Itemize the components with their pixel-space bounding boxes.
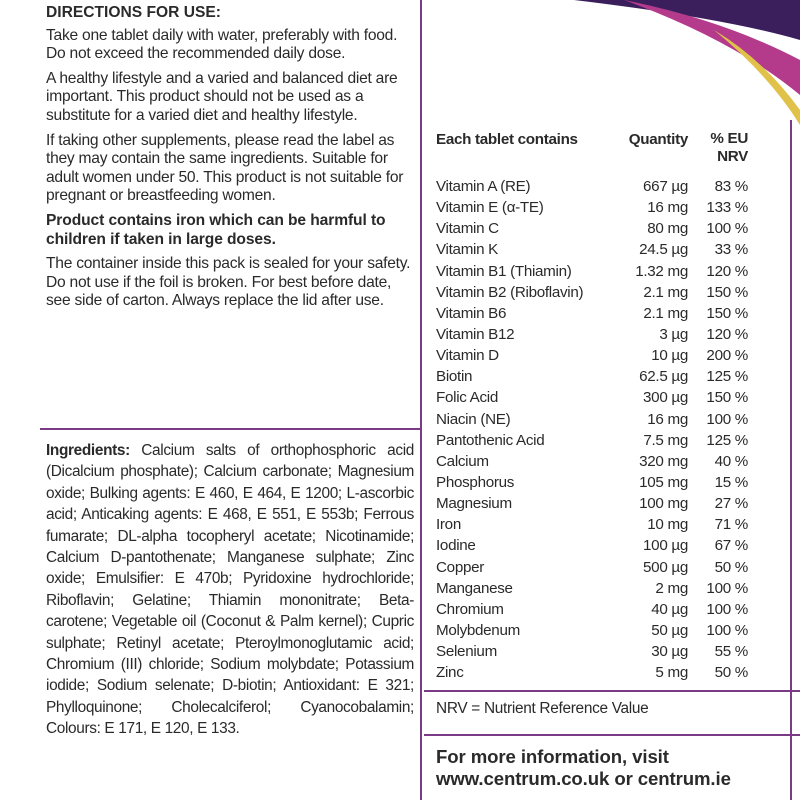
table-row bbox=[436, 387, 756, 408]
nutrient-name: Vitamin A (RE) bbox=[436, 178, 531, 195]
nutrient-name: Selenium bbox=[436, 643, 497, 661]
nutrient-nrv: 15 % bbox=[714, 473, 748, 491]
nutrient-name: Iron bbox=[436, 516, 461, 534]
nutrient-quantity: 500 µg bbox=[643, 558, 688, 576]
nutrient-name: Magnesium bbox=[436, 495, 512, 513]
table-row bbox=[436, 345, 756, 366]
nutrient-name: Zinc bbox=[436, 664, 464, 682]
nutrient-quantity: 62.5 µg bbox=[639, 368, 688, 386]
table-row bbox=[436, 620, 756, 641]
nutrient-name: Vitamin E (α-TE) bbox=[436, 199, 544, 217]
iron-warning: Product contains iron which can be harmful to children if taken in large doses. bbox=[46, 211, 386, 248]
nutrient-name: Phosphorus bbox=[436, 473, 515, 491]
table-divider bbox=[424, 690, 800, 692]
header-nutrient: Each tablet contains bbox=[436, 131, 578, 148]
table-row bbox=[436, 535, 756, 556]
table-row bbox=[436, 282, 756, 303]
left-column bbox=[40, 0, 422, 800]
nutrient-nrv: 100 % bbox=[706, 621, 748, 639]
nutrient-nrv: 50 % bbox=[714, 558, 748, 576]
table-row bbox=[436, 451, 756, 472]
directions-section bbox=[46, 4, 414, 317]
nutrient-quantity: 5 mg bbox=[655, 664, 688, 682]
nutrient-nrv: 40 % bbox=[714, 452, 748, 470]
table-row bbox=[436, 578, 756, 599]
nutrient-quantity: 1.32 mg bbox=[635, 262, 688, 280]
nrv-note: NRV = Nutrient Reference Value bbox=[436, 700, 649, 717]
nutrient-quantity: 16 mg bbox=[647, 199, 688, 217]
nutrient-nrv: 125 % bbox=[706, 431, 748, 449]
nutrient-nrv: 83 % bbox=[714, 178, 748, 195]
nutrient-quantity: 30 µg bbox=[651, 643, 688, 661]
table-row bbox=[436, 641, 756, 662]
nutrient-nrv: 125 % bbox=[706, 368, 748, 386]
more-info-line1: For more information, visit bbox=[436, 746, 669, 767]
directions-title: DIRECTIONS FOR USE: bbox=[46, 4, 222, 21]
table-row bbox=[436, 599, 756, 620]
table-row bbox=[436, 557, 756, 578]
ingredients-text: Calcium salts of orthophosphoric acid (Dicalcium phosphate); Calcium carbonate; Magnesium oxide; Bulking agents: E 460, E 464, E 1200; L-ascorbic acid; Anticaking agents: E 468, E 551, E 553b; Ferrous fumarate; DL-alpha tocopheryl acetate; Nicotinamide; Calcium D-pantothenate; Manganese sulphate; Zinc oxide; Emulsifier: E 470b; Pyridoxine hydrochloride; Riboflavin; Gelatine; Thiamin mononitrate; Beta-carotene; Vegetable oil (Coconut & Palm kernel); Cupric sulphate; Retinyl acetate; Pteroylmonoglutamic acid; Chromium (III) chloride; Sodium molybdate; Potassium iodide; Sodium selenate; D-biotin; Antioxidant: E 321; Phylloquinone; Cholecalciferol; Cyanocobalamin; Colours: E 171, E 120, E 133. bbox=[46, 442, 414, 738]
nutrient-name: Vitamin B2 (Riboflavin) bbox=[436, 283, 584, 301]
nutrient-nrv: 150 % bbox=[706, 283, 748, 301]
table-row bbox=[436, 409, 756, 430]
nutrient-quantity: 10 µg bbox=[651, 347, 688, 365]
nutrient-nrv: 150 % bbox=[706, 389, 748, 407]
nutrient-quantity: 7.5 mg bbox=[643, 431, 688, 449]
nutrient-name: Vitamin B1 (Thiamin) bbox=[436, 262, 572, 280]
directions-paragraph-lifestyle: A healthy lifestyle and a varied and balanced diet are important. This product should not be used as a substitute for a varied diet and healthy lifestyle. bbox=[46, 69, 398, 124]
info-divider bbox=[424, 734, 800, 736]
nutrient-nrv: 50 % bbox=[714, 664, 748, 682]
right-border-line bbox=[790, 120, 792, 800]
nutrient-nrv: 100 % bbox=[706, 220, 748, 238]
nutrient-quantity: 2.1 mg bbox=[643, 283, 688, 301]
nutrient-quantity: 100 µg bbox=[643, 537, 688, 555]
nutrient-nrv: 100 % bbox=[706, 410, 748, 428]
nutrient-nrv: 27 % bbox=[714, 495, 748, 513]
right-column bbox=[424, 0, 800, 800]
directions-paragraph-storage: The container inside this pack is sealed for your safety. Do not use if the foil is broken. For best before date, see side of carton. Always replace the lid after use. bbox=[46, 255, 411, 310]
nutrient-quantity: 10 mg bbox=[647, 516, 688, 534]
ingredients-label: Ingredients: bbox=[46, 442, 130, 459]
table-row bbox=[436, 239, 756, 260]
nutrient-quantity: 667 µg bbox=[643, 178, 688, 195]
nutrient-quantity: 3 µg bbox=[659, 325, 688, 343]
nutrient-name: Copper bbox=[436, 558, 485, 576]
nutrient-nrv: 55 % bbox=[714, 643, 748, 661]
nutrient-nrv: 71 % bbox=[714, 516, 748, 534]
nutrient-name: Calcium bbox=[436, 452, 489, 470]
nutrient-name: Vitamin D bbox=[436, 347, 499, 365]
nutrient-quantity: 80 mg bbox=[647, 220, 688, 238]
header-nrv-line1: % EU bbox=[710, 130, 748, 147]
header-nrv-line2: NRV bbox=[717, 148, 748, 165]
section-divider bbox=[40, 428, 420, 430]
nutrition-rows bbox=[436, 176, 756, 683]
nutrient-name: Manganese bbox=[436, 579, 513, 597]
header-nrv bbox=[688, 128, 748, 176]
nutrient-name: Vitamin B6 bbox=[436, 304, 507, 322]
directions-paragraph-dose: Take one tablet daily with water, preferably with food. Do not exceed the recommended daily dose. bbox=[46, 26, 398, 63]
table-row bbox=[436, 176, 756, 197]
decorative-swoosh bbox=[424, 0, 800, 130]
table-row bbox=[436, 366, 756, 387]
nutrition-table bbox=[436, 128, 756, 683]
nutrient-nrv: 67 % bbox=[714, 537, 748, 555]
table-row bbox=[436, 493, 756, 514]
nutrient-name: Biotin bbox=[436, 368, 473, 386]
nutrient-quantity: 100 mg bbox=[639, 495, 688, 513]
nutrient-name: Vitamin K bbox=[436, 241, 499, 259]
nutrient-nrv: 133 % bbox=[706, 199, 748, 217]
nutrient-nrv: 100 % bbox=[706, 579, 748, 597]
nutrient-quantity: 24.5 µg bbox=[639, 241, 688, 259]
more-info bbox=[436, 746, 731, 790]
header-quantity: Quantity bbox=[628, 131, 688, 148]
nutrient-name: Vitamin C bbox=[436, 220, 499, 238]
nutrient-name: Folic Acid bbox=[436, 389, 498, 407]
nutrient-name: Niacin (NE) bbox=[436, 410, 511, 428]
nutrient-nrv: 120 % bbox=[706, 262, 748, 280]
table-row bbox=[436, 472, 756, 493]
directions-paragraph-supplements: If taking other supplements, please read the label as they may contain the same ingredients. Suitable for adult women under 50. This product is not suitable for pregnant or breastfeeding women. bbox=[46, 131, 404, 205]
nutrient-quantity: 2.1 mg bbox=[643, 304, 688, 322]
nutrient-nrv: 200 % bbox=[706, 347, 748, 365]
nutrient-quantity: 50 µg bbox=[651, 621, 688, 639]
nutrient-name: Iodine bbox=[436, 537, 476, 555]
nutrient-quantity: 300 µg bbox=[643, 389, 688, 407]
nutrient-quantity: 105 mg bbox=[639, 473, 688, 491]
nutrient-name: Molybdenum bbox=[436, 621, 520, 639]
website-link[interactable]: www.centrum.co.uk or centrum.ie bbox=[436, 768, 731, 789]
ingredients-section bbox=[46, 440, 414, 740]
nutrient-nrv: 120 % bbox=[706, 325, 748, 343]
table-row bbox=[436, 218, 756, 239]
nutrient-quantity: 16 mg bbox=[647, 410, 688, 428]
nutrient-quantity: 40 µg bbox=[651, 600, 688, 618]
nutrient-nrv: 150 % bbox=[706, 304, 748, 322]
nutrition-table-header bbox=[436, 128, 756, 176]
table-row bbox=[436, 662, 756, 683]
table-row bbox=[436, 197, 756, 218]
nutrient-name: Vitamin B12 bbox=[436, 325, 515, 343]
nutrient-quantity: 2 mg bbox=[655, 579, 688, 597]
table-row bbox=[436, 261, 756, 282]
nutrient-name: Pantothenic Acid bbox=[436, 431, 545, 449]
nutrient-name: Chromium bbox=[436, 600, 504, 618]
table-row bbox=[436, 430, 756, 451]
table-row bbox=[436, 324, 756, 345]
nutrient-nrv: 100 % bbox=[706, 600, 748, 618]
nutrient-quantity: 320 mg bbox=[639, 452, 688, 470]
nutrient-nrv: 33 % bbox=[714, 241, 748, 259]
table-row bbox=[436, 303, 756, 324]
table-row bbox=[436, 514, 756, 535]
